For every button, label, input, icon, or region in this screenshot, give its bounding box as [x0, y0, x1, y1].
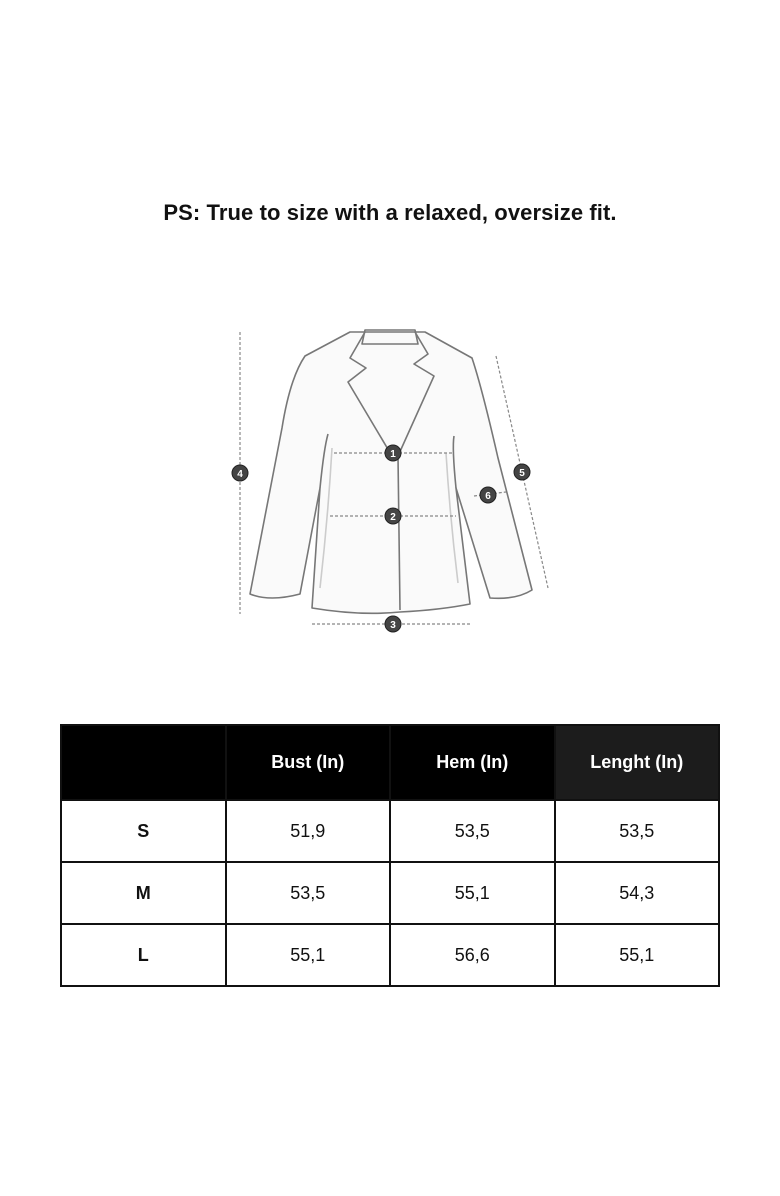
bust-value: 55,1 — [226, 924, 391, 986]
header-size — [61, 725, 226, 800]
marker-1-label: 1 — [390, 449, 396, 460]
length-value: 55,1 — [555, 924, 720, 986]
table-header-row — [61, 725, 719, 800]
marker-6-label: 6 — [485, 491, 491, 502]
header-hem: Hem (In) — [390, 725, 555, 800]
length-value: 54,3 — [555, 862, 720, 924]
marker-3-label: 3 — [390, 620, 396, 631]
hem-value: 53,5 — [390, 800, 555, 862]
marker-5-label: 5 — [519, 468, 525, 479]
hem-value: 56,6 — [390, 924, 555, 986]
table-row — [61, 924, 719, 986]
size-label: L — [61, 924, 226, 986]
blazer-measurement-icon — [220, 318, 560, 638]
header-bust: Bust (In) — [226, 725, 391, 800]
fit-note: PS: True to size with a relaxed, oversize fit. — [163, 200, 617, 225]
marker-2-label: 2 — [390, 512, 396, 523]
bust-value: 51,9 — [226, 800, 391, 862]
size-chart-table — [60, 724, 720, 987]
header-length: Lenght (In) — [555, 725, 720, 800]
bust-value: 53,5 — [226, 862, 391, 924]
size-label: S — [61, 800, 226, 862]
hem-value: 55,1 — [390, 862, 555, 924]
table-row — [61, 862, 719, 924]
length-value: 53,5 — [555, 800, 720, 862]
size-label: M — [61, 862, 226, 924]
marker-4-label: 4 — [237, 469, 243, 480]
table-row — [61, 800, 719, 862]
